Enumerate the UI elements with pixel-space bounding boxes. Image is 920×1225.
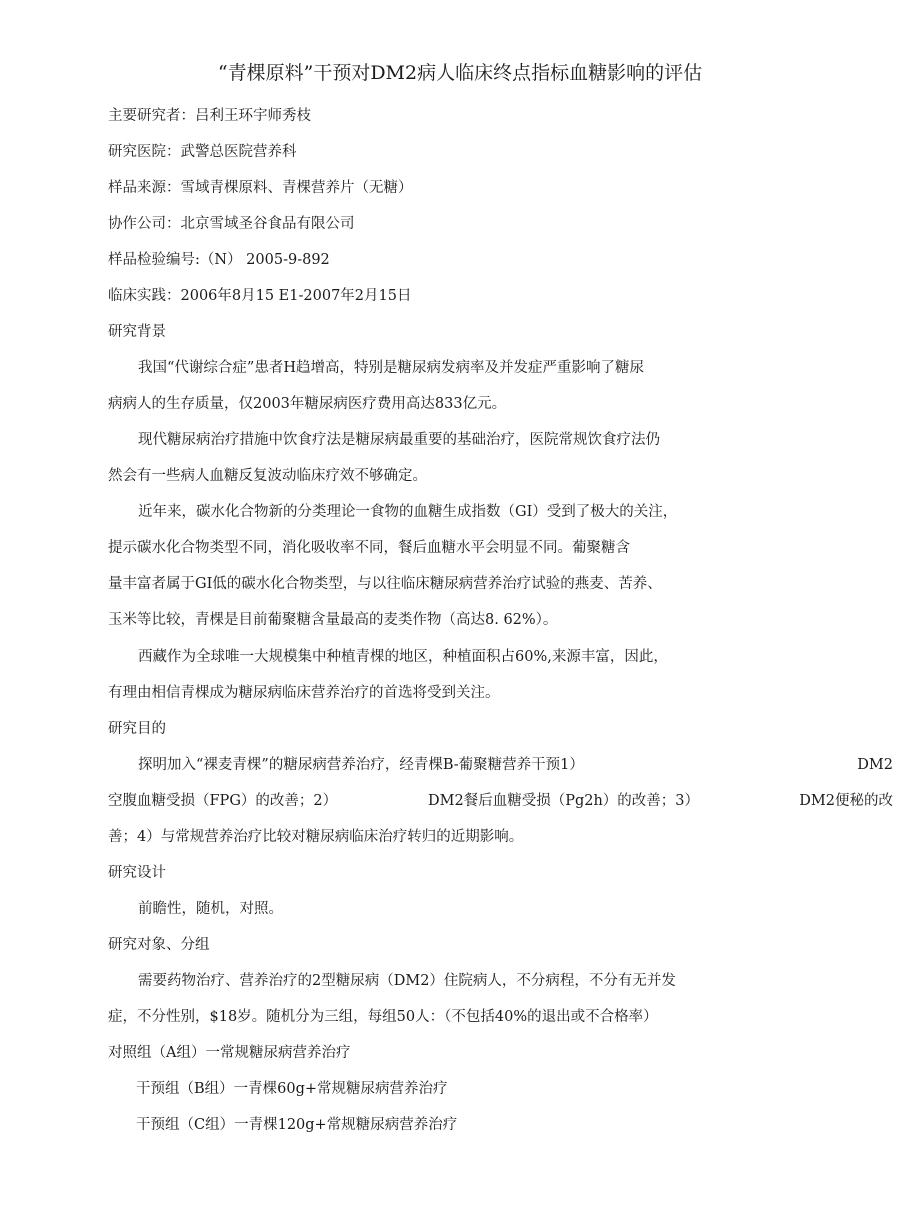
group-b: 干预组（B组）一青棵60g+常规糖尿病营养治疗 — [136, 1081, 448, 1097]
sample-source-line: 样品来源：雪域青棵原料、青棵营养片（无糖） — [108, 180, 413, 196]
background-heading: 研究背景 — [108, 324, 166, 340]
background-text: 我国“代谢综合症”患者H趋增高，特别是糖尿病发病率及并发症严重影响了糖尿 — [138, 360, 644, 376]
subjects-heading: 研究对象、分组 — [108, 937, 210, 953]
design-text: 前瞻性，随机，对照。 — [138, 901, 283, 917]
objective-heading: 研究目的 — [108, 721, 166, 737]
group-c: 干预组（C组）一青棵120g+常规糖尿病营养治疗 — [136, 1117, 458, 1133]
background-text: 玉米等比较，青棵是目前葡聚糖含量最高的麦类作物（高达8. 62%）。 — [108, 612, 558, 628]
partner-line: 协作公司：北京雪域圣谷食品有限公司 — [108, 216, 355, 232]
document-title: “青棵原料”干预对DM2病人临床终点指标血糖影响的评估 — [217, 62, 703, 84]
background-text: 现代糖尿病治疗措施中饮食疗法是糖尿病最重要的基础治疗，医院常规饮食疗法仍 — [138, 432, 660, 448]
background-text: 然会有一些病人血糖反复波动临床疗效不够确定。 — [108, 468, 427, 484]
objective-text: DM2餐后血糖受损（Pg2h）的改善；3） — [428, 793, 700, 809]
background-text: 提示碳水化合物类型不同，消化吸收率不同，餐后血糖水平会明显不同。葡聚糖含 — [108, 540, 630, 556]
background-text: 近年来，碳水化合物新的分类理论一食物的血糖生成指数（GI）受到了极大的关注， — [138, 504, 678, 520]
subjects-text: 症，不分性别，$18岁。随机分为三组，每组50人：（不包括40%的退出或不合格率） — [108, 1009, 658, 1025]
background-text: 量丰富者属于GI低的碳水化合物类型，与以往临床糖尿病营养治疗试验的燕麦、苦养、 — [108, 576, 662, 592]
background-text: 有理由相信青棵成为糖尿病临床营养治疗的首选将受到关注。 — [108, 685, 500, 701]
background-text: 病病人的生存质量，仅2003年糖尿病医疗费用高达833亿元。 — [108, 396, 507, 412]
group-a: 对照组（A组）一常规糖尿病营养治疗 — [108, 1045, 351, 1061]
researchers-line: 主要研究者：吕利王环宇师秀枝 — [108, 108, 311, 124]
objective-text: 空腹血糖受损（FPG）的改善；2） — [108, 793, 338, 809]
objective-text: 善；4）与常规营养治疗比较对糖尿病临床治疗转归的近期影响。 — [108, 829, 524, 845]
hospital-line: 研究医院：武警总医院营养科 — [108, 144, 297, 160]
design-heading: 研究设计 — [108, 865, 166, 881]
objective-text: 探明加入“裸麦青棵”的糖尿病营养治疗，经青棵B-葡聚糖营养干预1） — [138, 757, 584, 773]
objective-text: DM2便秘的改 — [799, 793, 893, 809]
clinical-period-line: 临床实践：2006年8月15 E1-2007年2月15日 — [108, 288, 412, 304]
background-text: 西藏作为全球唯一大规模集中种植青棵的地区，种植面积占60%,来源丰富，因此， — [138, 649, 668, 665]
objective-text: DM2 — [857, 757, 893, 773]
subjects-text: 需要药物治疗、营养治疗的2型糖尿病（DM2）住院病人，不分病程，不分有无并发 — [138, 973, 676, 989]
sample-no-line: 样品检验编号:（N） 2005-9-892 — [108, 252, 330, 268]
